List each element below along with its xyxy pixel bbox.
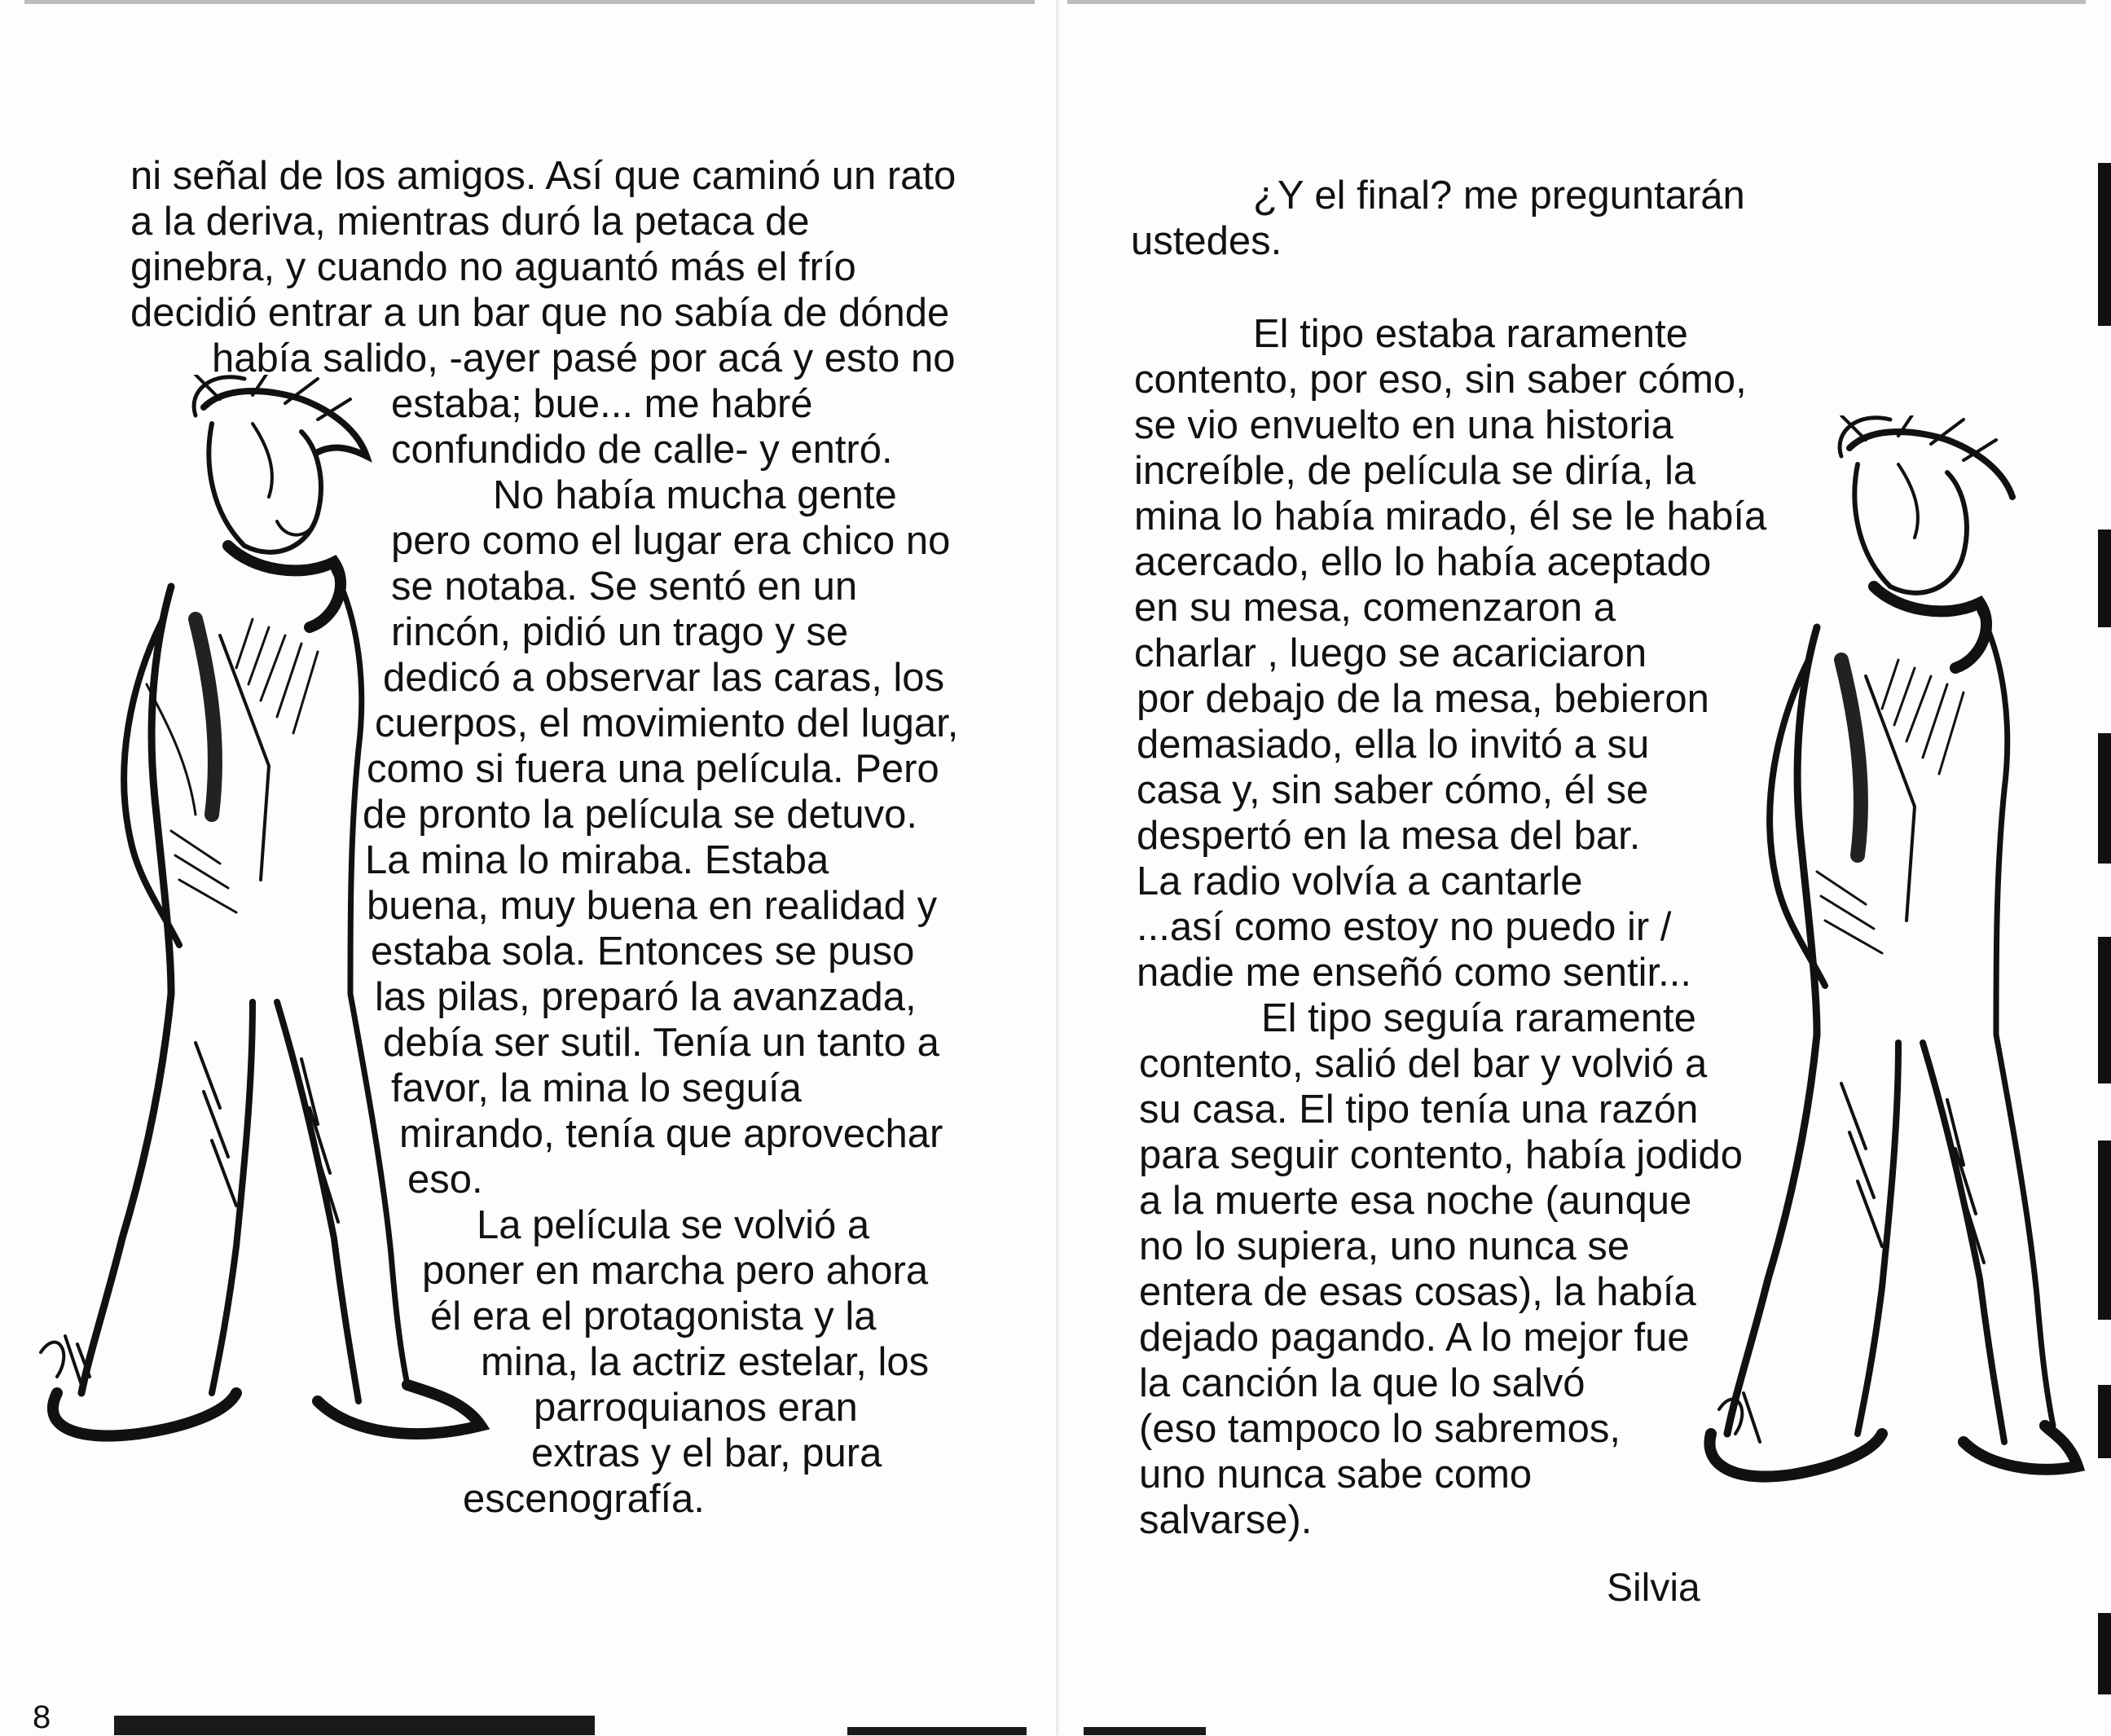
text-line: por debajo de la mesa, bebieron <box>1137 677 1709 721</box>
text-line: acercado, ello lo había aceptado <box>1134 540 1712 584</box>
text-line: La mina lo miraba. Estaba <box>365 838 829 882</box>
text-line: salvarse). <box>1139 1498 1313 1542</box>
text-line: extras y el bar, pura <box>531 1431 882 1475</box>
text-line: confundido de calle- y entró. <box>391 428 893 472</box>
text-line: escenografía. <box>463 1477 705 1521</box>
text-line: de pronto la película se detuvo. <box>363 793 918 837</box>
text-line: mina, la actriz estelar, los <box>481 1340 930 1384</box>
bottom-strip <box>114 1716 595 1735</box>
text-line: ...así como estoy no puedo ir / <box>1137 905 1672 949</box>
text-line: despertó en la mesa del bar. <box>1137 814 1641 858</box>
right-page <box>1059 0 2111 1735</box>
text-line: en su mesa, comenzaron a <box>1134 586 1616 630</box>
bottom-strip <box>847 1727 1027 1735</box>
text-line: a la deriva, mientras duró la petaca de <box>130 200 810 244</box>
text-line: decidió entrar a un bar que no sabía de dónde <box>130 291 950 335</box>
text-line: ni señal de los amigos. Así que caminó un rato <box>130 154 957 198</box>
text-line: No había mucha gente <box>493 473 897 517</box>
text-line: como si fuera una película. Pero <box>367 747 939 791</box>
text-line: estaba sola. Entonces se puso <box>371 930 915 973</box>
text-line: a la muerte esa noche (aunque <box>1139 1179 1692 1223</box>
text-line: la canción la que lo salvó <box>1139 1361 1585 1405</box>
text-line: contento, por eso, sin saber cómo, <box>1134 358 1747 402</box>
text-line: parroquianos eran <box>534 1386 858 1430</box>
text-line: rincón, pidió un trago y se <box>391 610 849 654</box>
text-line: ginebra, y cuando no aguantó más el frío <box>130 245 856 289</box>
text-line: charlar , luego se acariciaron <box>1134 631 1647 675</box>
text-line: buena, muy buena en realidad y <box>367 884 938 928</box>
text-line: casa y, sin saber cómo, él se <box>1137 768 1649 812</box>
text-line: increíble, de película se diría, la <box>1134 449 1696 493</box>
text-line: se vio envuelto en una historia <box>1134 403 1673 447</box>
top-border <box>24 0 1035 4</box>
text-line: pero como el lugar era chico no <box>391 519 951 563</box>
text-line: dejado pagando. A lo mejor fue <box>1139 1316 1690 1360</box>
walking-man-sketch-right <box>1703 415 2094 1556</box>
text-line: contento, salió del bar y volvió a <box>1139 1042 1708 1086</box>
text-line: se notaba. Se sentó en un <box>391 565 858 609</box>
text-line: su casa. El tipo tenía una razón <box>1139 1088 1699 1132</box>
text-line: las pilas, preparó la avanzada, <box>375 975 917 1019</box>
text-line: dedicó a observar las caras, los <box>383 656 945 700</box>
text-line: él era el protagonista y la <box>430 1294 877 1338</box>
text-line: estaba; bue... me habré <box>391 382 813 426</box>
text-line: La película se volvió a <box>477 1203 870 1247</box>
bottom-strip <box>1084 1727 1206 1735</box>
text-line: eso. <box>407 1158 483 1202</box>
page-number: 8 <box>33 1699 51 1735</box>
text-line: uno nunca sabe como <box>1139 1453 1533 1496</box>
text-line: demasiado, ella lo invitó a su <box>1137 723 1650 767</box>
text-line: mirando, tenía que aprovechar <box>399 1112 943 1156</box>
text-line: (eso tampoco lo sabremos, <box>1139 1407 1621 1451</box>
top-border <box>1067 0 2086 4</box>
text-line: había salido, -ayer pasé por acá y esto no <box>212 336 956 380</box>
text-line: debía ser sutil. Tenía un tanto a <box>383 1021 939 1065</box>
text-line: El tipo seguía raramente <box>1261 996 1696 1040</box>
text-line: para seguir contento, había jodido <box>1139 1133 1743 1177</box>
text-line: nadie me enseñó como sentir... <box>1137 951 1691 995</box>
scan-edge-right <box>2093 0 2111 1735</box>
text-line: ¿Y el final? me preguntarán <box>1253 174 1745 218</box>
text-line: favor, la mina lo seguía <box>391 1066 802 1110</box>
text-line: El tipo estaba raramente <box>1253 312 1688 356</box>
text-line: no lo supiera, uno nunca se <box>1139 1224 1630 1268</box>
author-signature: Silvia <box>1607 1567 1700 1610</box>
text-line: entera de esas cosas), la había <box>1139 1270 1696 1314</box>
text-line: poner en marcha pero ahora <box>422 1249 929 1293</box>
text-line: cuerpos, el movimiento del lugar, <box>375 701 959 745</box>
text-line: ustedes. <box>1131 219 1282 263</box>
text-line: mina lo había mirado, él se le había <box>1134 494 1767 538</box>
text-line: La radio volvía a cantarle <box>1137 859 1583 903</box>
